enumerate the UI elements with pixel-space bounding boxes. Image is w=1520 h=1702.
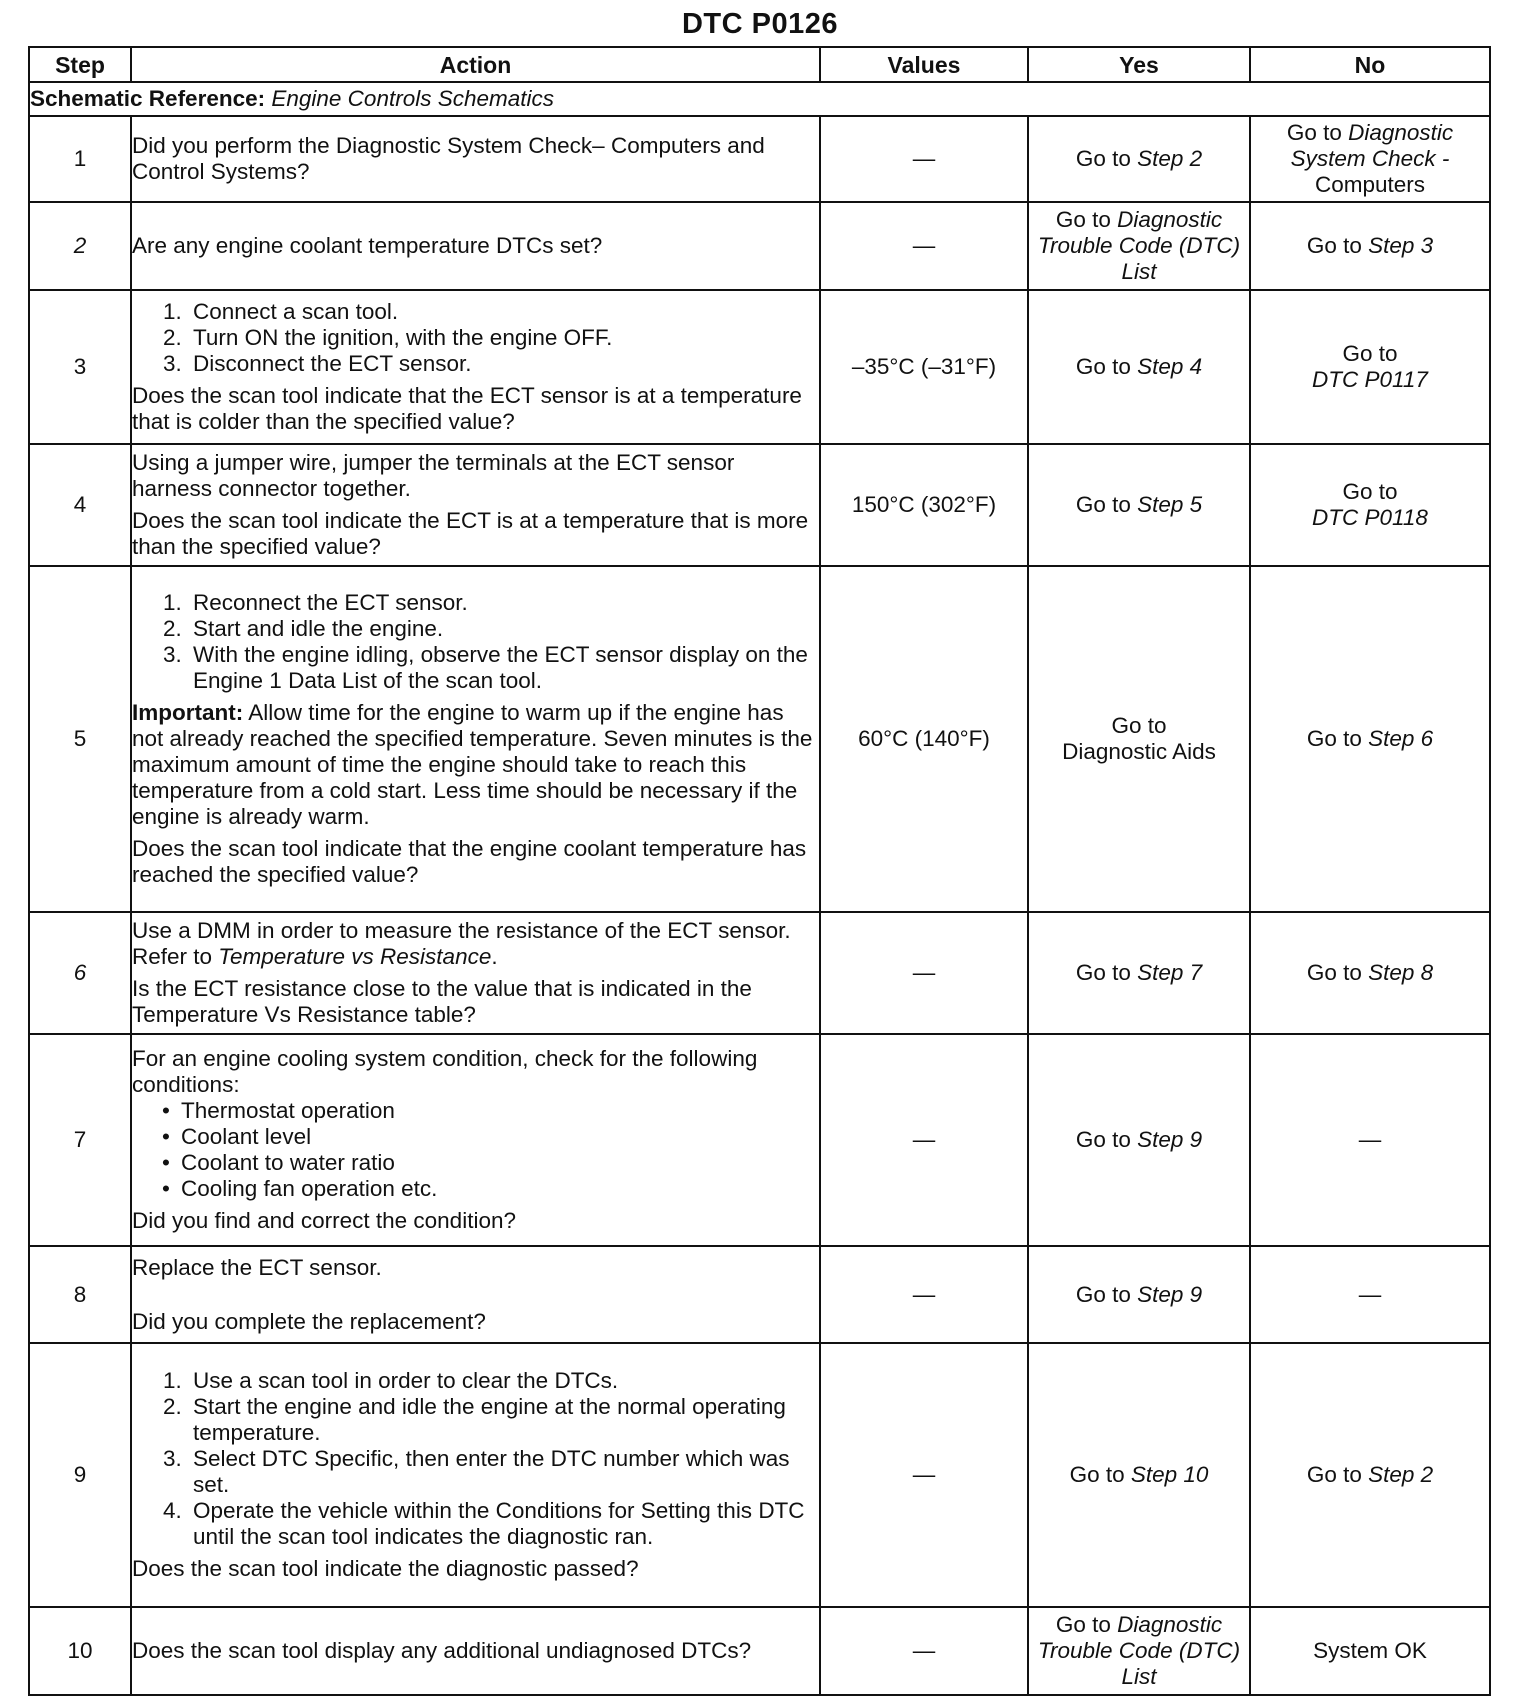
action-cell	[131, 290, 820, 444]
yes-target: Diagnostic Aids	[1062, 739, 1216, 764]
instruction-list	[132, 590, 819, 694]
action-question: Does the scan tool display any additional undiagnosed DTCs?	[132, 1638, 752, 1663]
header-no: No	[1250, 47, 1490, 82]
step-number: 5	[29, 566, 131, 912]
action-text-pre: Use a DMM in order to measure the resistance of the ECT sensor. Refer to	[132, 918, 791, 969]
step-number: 7	[29, 1034, 131, 1246]
step-number: 2	[29, 202, 131, 290]
no-target: Step 6	[1368, 726, 1434, 751]
action-cell	[131, 444, 820, 566]
yes-cell[interactable]	[1028, 444, 1250, 566]
action-question: Did you complete the replacement?	[132, 1308, 486, 1334]
schematic-reference	[29, 82, 1490, 116]
condition-list	[132, 1098, 819, 1202]
no-cell: —	[1250, 1034, 1490, 1246]
action-text: For an engine cooling system condition, check for the following conditions:	[132, 1046, 758, 1097]
table-row	[29, 202, 1490, 290]
list-item: • Cooling fan operation etc.	[181, 1176, 819, 1202]
go-to-label: Go to	[1075, 960, 1131, 985]
value-cell: 60°C (140°F)	[820, 566, 1028, 912]
reference-link[interactable]: Temperature vs Resistance	[218, 944, 492, 969]
go-to-label: Go to	[1075, 1127, 1131, 1152]
value-cell: —	[820, 912, 1028, 1034]
no-cell[interactable]	[1250, 202, 1490, 290]
table-row	[29, 1246, 1490, 1343]
no-target: Step 2	[1368, 1462, 1434, 1487]
action-cell	[131, 912, 820, 1034]
yes-cell[interactable]	[1028, 1607, 1250, 1695]
go-to-label: Go to	[1306, 1462, 1362, 1487]
page-title: DTC P0126	[681, 8, 838, 40]
go-to-label: Go to	[1069, 1462, 1125, 1487]
table-row	[29, 1607, 1490, 1695]
list-item: 1. Use a scan tool in order to clear the DTCs.	[188, 1368, 819, 1394]
step-number: 9	[29, 1343, 131, 1607]
step-number: 8	[29, 1246, 131, 1343]
no-target: Step 3	[1368, 233, 1434, 258]
action-cell	[131, 116, 820, 202]
table-row	[29, 1034, 1490, 1246]
value-cell: —	[820, 202, 1028, 290]
action-question: Does the scan tool indicate the ECT is at a temperature that is more than the specified value?	[132, 508, 809, 559]
yes-target: Diagnostic Trouble Code (DTC) List	[1037, 1612, 1241, 1689]
value-cell: —	[820, 116, 1028, 202]
instruction-list	[132, 299, 819, 377]
no-cell[interactable]	[1250, 566, 1490, 912]
yes-cell[interactable]	[1028, 566, 1250, 912]
important-label: Important:	[132, 700, 244, 725]
list-item: 2. Turn ON the ignition, with the engine OFF.	[188, 325, 819, 351]
table-row	[29, 566, 1490, 912]
no-cell[interactable]	[1250, 290, 1490, 444]
value-cell: —	[820, 1607, 1028, 1695]
list-item: 2. Start and idle the engine.	[188, 616, 819, 642]
go-to-label: Go to	[1342, 479, 1398, 504]
action-cell	[131, 1034, 820, 1246]
yes-target: Step 5	[1137, 492, 1203, 517]
important-note	[132, 700, 819, 830]
yes-target: Step 7	[1137, 960, 1203, 985]
yes-cell[interactable]	[1028, 290, 1250, 444]
schematic-reference-link[interactable]: Engine Controls Schematics	[271, 86, 555, 111]
no-cell: —	[1250, 1246, 1490, 1343]
important-text: Allow time for the engine to warm up if the engine has not already reached the specified temperature. Seven minutes is the maximum amount of time the engine should take to reach this temperature from a cold start. Less time should be necessary if the engine is already warm.	[132, 700, 813, 829]
no-target: Step 8	[1368, 960, 1434, 985]
action-question: Does the scan tool indicate that the ECT sensor is at a temperature that is colder than the specified value?	[132, 383, 802, 434]
step-number: 4	[29, 444, 131, 566]
value-cell: 150°C (302°F)	[820, 444, 1028, 566]
yes-target: Step 4	[1137, 354, 1203, 379]
action-text	[132, 918, 819, 970]
list-item: 3. Select DTC Specific, then enter the DTC number which was set.	[188, 1446, 819, 1498]
no-cell: System OK	[1250, 1607, 1490, 1695]
action-cell	[131, 1246, 820, 1343]
step-number: 3	[29, 290, 131, 444]
no-target: DTC P0117	[1312, 367, 1428, 392]
list-item: • Thermostat operation	[181, 1098, 819, 1124]
table-row	[29, 116, 1490, 202]
schematic-reference-label: Schematic Reference:	[30, 86, 266, 111]
yes-cell[interactable]	[1028, 202, 1250, 290]
diagnostic-table	[28, 46, 1491, 1696]
schematic-reference-row	[29, 82, 1490, 116]
yes-target: Step 2	[1137, 146, 1203, 171]
yes-cell[interactable]	[1028, 912, 1250, 1034]
yes-target: Step 9	[1137, 1127, 1203, 1152]
action-cell	[131, 1607, 820, 1695]
header-values: Values	[820, 47, 1028, 82]
go-to-label: Go to	[1075, 1281, 1131, 1307]
action-question: Does the scan tool indicate the diagnostic passed?	[132, 1556, 639, 1581]
go-to-label: Go to	[1111, 713, 1167, 738]
no-cell[interactable]	[1250, 444, 1490, 566]
go-to-label: Go to	[1306, 960, 1362, 985]
instruction-list	[132, 1368, 819, 1550]
go-to-label: Go to	[1075, 146, 1131, 171]
action-question: Did you find and correct the condition?	[132, 1208, 516, 1233]
yes-cell[interactable]	[1028, 1034, 1250, 1246]
yes-cell[interactable]	[1028, 1246, 1250, 1343]
yes-cell[interactable]	[1028, 1343, 1250, 1607]
action-question: Is the ECT resistance close to the value that is indicated in the Temperature Vs Resistance table?	[132, 976, 752, 1027]
no-cell[interactable]	[1250, 116, 1490, 202]
step-number: 10	[29, 1607, 131, 1695]
value-cell: —	[820, 1034, 1028, 1246]
list-item: 4. Operate the vehicle within the Conditions for Setting this DTC until the scan tool indicates the diagnostic ran.	[188, 1498, 819, 1550]
header-row	[29, 47, 1490, 82]
table-row	[29, 912, 1490, 1034]
go-to-label: Go to	[1342, 341, 1398, 366]
list-item: 2. Start the engine and idle the engine at the normal operating temperature.	[188, 1394, 819, 1446]
header-action: Action	[131, 47, 820, 82]
step-number: 1	[29, 116, 131, 202]
list-item: 3. Disconnect the ECT sensor.	[188, 351, 819, 377]
step-number: 6	[29, 912, 131, 1034]
no-cell[interactable]	[1250, 912, 1490, 1034]
value-cell: –35°C (–31°F)	[820, 290, 1028, 444]
action-text: Using a jumper wire, jumper the terminals at the ECT sensor harness connector together.	[132, 450, 735, 501]
action-question: Does the scan tool indicate that the engine coolant temperature has reached the specified value?	[132, 836, 807, 887]
list-item: 1. Reconnect the ECT sensor.	[188, 590, 819, 616]
header-yes: Yes	[1028, 47, 1250, 82]
action-text: Replace the ECT sensor.	[132, 1254, 382, 1280]
no-target-extra: Computers	[1314, 172, 1426, 197]
list-item: • Coolant level	[181, 1124, 819, 1150]
no-target: DTC P0118	[1312, 505, 1428, 530]
table-row	[29, 444, 1490, 566]
value-cell: —	[820, 1246, 1028, 1343]
go-to-label: Go to	[1306, 726, 1362, 751]
yes-target: Step 9	[1137, 1281, 1203, 1307]
go-to-label: Go to	[1306, 233, 1362, 258]
go-to-label: Go to	[1286, 120, 1342, 145]
go-to-label: Go to	[1055, 1612, 1111, 1637]
header-step: Step	[29, 47, 131, 82]
action-cell	[131, 566, 820, 912]
go-to-label: Go to	[1075, 492, 1131, 517]
yes-cell[interactable]	[1028, 116, 1250, 202]
table-row	[29, 1343, 1490, 1607]
action-question: Are any engine coolant temperature DTCs set?	[132, 233, 603, 258]
action-cell	[131, 1343, 820, 1607]
no-target: Diagnostic System Check -	[1290, 120, 1454, 171]
yes-target: Diagnostic Trouble Code (DTC) List	[1037, 207, 1241, 284]
list-item: • Coolant to water ratio	[181, 1150, 819, 1176]
action-cell	[131, 202, 820, 290]
action-text-post: .	[491, 944, 498, 969]
no-cell[interactable]	[1250, 1343, 1490, 1607]
table-row	[29, 290, 1490, 444]
value-cell: —	[820, 1343, 1028, 1607]
list-item: 3. With the engine idling, observe the ECT sensor display on the Engine 1 Data List of the scan tool.	[188, 642, 819, 694]
yes-target: Step 10	[1130, 1462, 1209, 1487]
go-to-label: Go to	[1075, 354, 1131, 379]
go-to-label: Go to	[1055, 207, 1111, 232]
action-question: Did you perform the Diagnostic System Check– Computers and Control Systems?	[132, 133, 765, 184]
list-item: 1. Connect a scan tool.	[188, 299, 819, 325]
